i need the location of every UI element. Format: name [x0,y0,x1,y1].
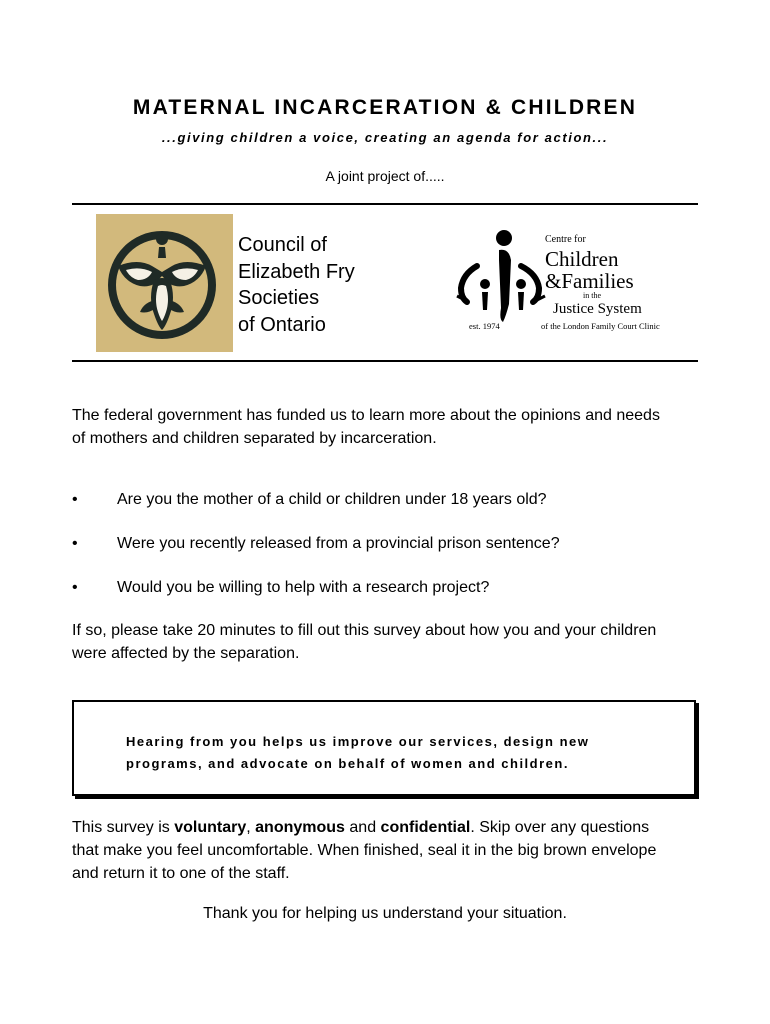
page-title: MATERNAL INCARCERATION & CHILDREN [132,96,638,119]
page-subtitle: ...giving children a voice, creating an agenda for action... [161,130,609,145]
ccf-children: Children [545,247,619,271]
elizabeth-fry-emblem-icon [96,214,233,352]
intro-paragraph: The federal government has funded us to learn more about the opinions and needs of mothers and children separated by incarceration. [72,407,660,447]
note-text: This survey is [72,819,175,836]
callout-box [72,700,696,796]
ccf-established: est. 1974 [469,321,500,331]
elizabeth-fry-logo [96,214,233,352]
ccf-families: &Families [545,269,634,293]
eligibility-list [72,488,692,620]
list-item [72,488,692,532]
voluntary-emphasis: voluntary [174,819,247,836]
efry-name-line: of Ontario [238,313,326,336]
bullet-icon: • [72,491,78,508]
ccf-justice-system: Justice System [553,301,642,317]
list-item-text: Are you the mother of a child or children under 18 years old? [117,491,547,508]
list-item-text: Were you recently released from a provincial prison sentence? [117,535,560,552]
bullet-icon: • [72,535,78,552]
list-item-text: Would you be willing to help with a research project? [117,579,490,596]
note-text: . Skip over any questions that make you feel uncomfortable. When finished, seal it in the big brown envelope and return it to one of the staff. [72,819,657,882]
callout-text: Hearing from you helps us improve our services, design new programs, and advocate on behalf of women and children. [126,734,590,771]
ccf-centre-for: Centre for [545,234,586,245]
efry-name-line: Elizabeth Fry [238,260,355,283]
joint-project-label: A joint project of..... [325,168,445,184]
top-divider [72,203,698,205]
efry-name-line: Societies [238,287,320,309]
note-text: , [246,819,256,836]
bottom-divider [72,360,698,362]
ccf-clinic: of the London Family Court Clinic [541,321,660,331]
thank-you-line: Thank you for helping us understand your situation. [203,905,567,922]
children-families-justice-logo [455,226,677,334]
elizabeth-fry-name [238,232,355,338]
anonymous-emphasis: anonymous [255,819,345,836]
note-text: and [344,819,381,836]
list-item [72,576,692,620]
confidential-emphasis: confidential [380,819,471,836]
efry-name-line: Council of [238,234,327,256]
survey-note-paragraph [72,816,672,885]
invitation-paragraph: If so, please take 20 minutes to fill out this survey about how you and your children were affected by the separation. [72,622,657,662]
bullet-icon: • [72,579,78,596]
ccf-in-the: in the [583,291,601,300]
family-figures-icon [457,230,545,322]
list-item [72,532,692,576]
